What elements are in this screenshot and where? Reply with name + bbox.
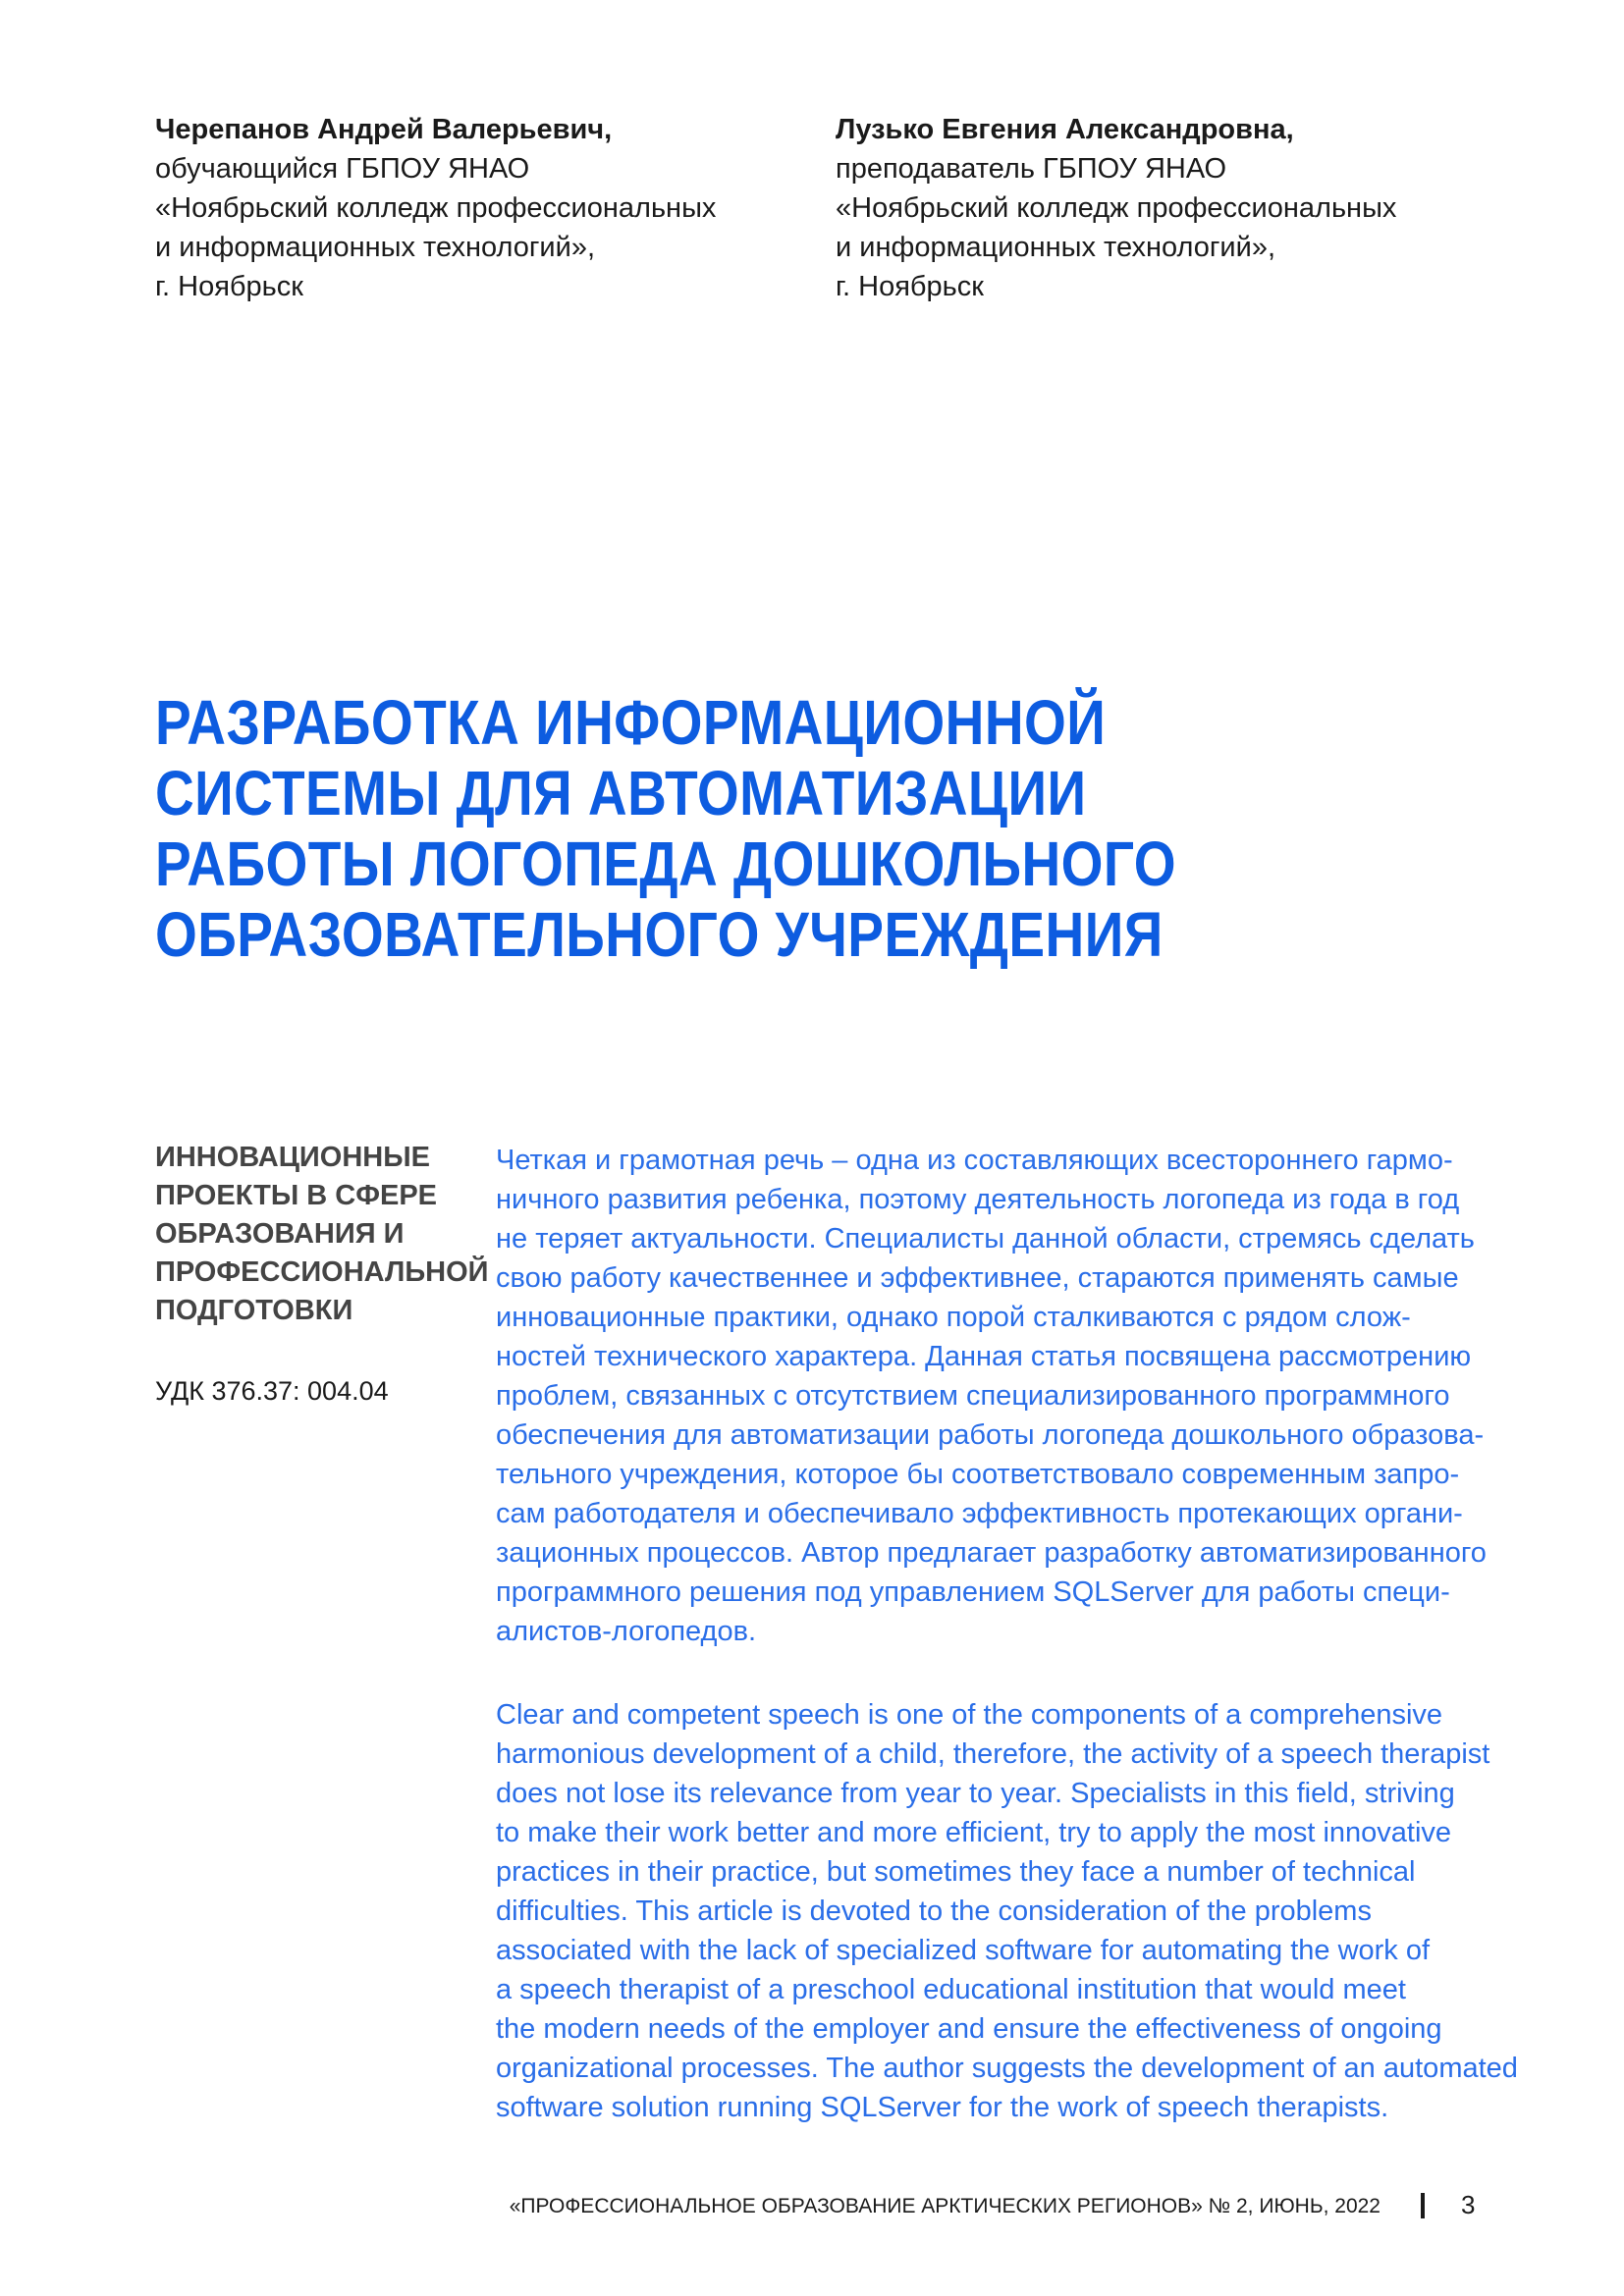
abstract-line: программного решения под управлением SQLServer для работы специ-: [496, 1576, 1450, 1608]
abstract-line: does not lose its relevance from year to year. Specialists in this field, striving: [496, 1778, 1455, 1809]
abstract-line: difficulties. This article is devoted to the consideration of the problems: [496, 1896, 1372, 1927]
rubric-heading: [155, 1139, 489, 1330]
author-city: г. Ноябрьск: [836, 271, 984, 302]
title-line: РАЗРАБОТКА ИНФОРМАЦИОННОЙ: [155, 687, 1107, 758]
author-affiliation-line: и информационных технологий»,: [155, 232, 596, 263]
abstract-line: ничного развития ребенка, поэтому деятельность логопеда из года в год: [496, 1184, 1460, 1215]
journal-name: «ПРОФЕССИОНАЛЬНОЕ ОБРАЗОВАНИЕ АРКТИЧЕСКИХ РЕГИОНОВ» № 2, ИЮНЬ, 2022: [509, 2195, 1380, 2217]
author-affiliation-line: «Ноябрьский колледж профессиональных: [836, 192, 1397, 224]
author-name: Черепанов Андрей Валерьевич,: [155, 114, 613, 145]
abstract-line: the modern needs of the employer and ensure the effectiveness of ongoing: [496, 2013, 1442, 2045]
abstract-line: practices in their practice, but sometimes they face a number of technical: [496, 1856, 1416, 1888]
abstract-line: Четкая и грамотная речь – одна из составляющих всестороннего гармо-: [496, 1145, 1453, 1176]
abstract-line: свою работу качественнее и эффективнее, стараются применять самые: [496, 1262, 1459, 1294]
abstract-line: тельного учреждения, которое бы соответствовало современным запро-: [496, 1459, 1460, 1490]
rubric-line: ИННОВАЦИОННЫЕ: [155, 1142, 430, 1173]
rubric-line: ПОДГОТОВКИ: [155, 1295, 353, 1326]
abstract-line: to make their work better and more efficient, try to apply the most innovative: [496, 1817, 1452, 1848]
author-block-1: [155, 110, 764, 306]
article-title: [155, 687, 1321, 970]
author-affiliation-line: преподаватель ГБПОУ ЯНАО: [836, 153, 1227, 185]
page-footer: [0, 2185, 1624, 2224]
author-name: Лузько Евгения Александровна,: [836, 114, 1294, 145]
abstract-line: сам работодателя и обеспечивало эффективность протекающих органи-: [496, 1498, 1463, 1529]
abstract-line: обеспечения для автоматизации работы логопеда дошкольного образова-: [496, 1419, 1485, 1451]
page-number: 3: [1461, 2190, 1476, 2219]
footer-separator: [1421, 2193, 1425, 2218]
abstract-line: не теряет актуальности. Специалисты данной области, стремясь сделать: [496, 1223, 1475, 1255]
abstract-russian: [496, 1141, 1497, 1651]
abstract-line: harmonious development of a child, therefore, the activity of a speech therapist: [496, 1738, 1490, 1770]
abstract-english: [496, 1695, 1518, 2127]
abstract-line: organizational processes. The author suggests the development of an automated: [496, 2053, 1518, 2084]
abstract-line: зационных процессов. Автор предлагает разработку автоматизированного: [496, 1537, 1487, 1569]
title-line: РАБОТЫ ЛОГОПЕДА ДОШКОЛЬНОГО: [155, 828, 1177, 899]
author-block-2: [836, 110, 1444, 306]
abstract-line: Clear and competent speech is one of the components of a comprehensive: [496, 1699, 1443, 1731]
title-line: ОБРАЗОВАТЕЛЬНОГО УЧРЕЖДЕНИЯ: [155, 899, 1164, 970]
author-affiliation-line: и информационных технологий»,: [836, 232, 1276, 263]
rubric-line: ОБРАЗОВАНИЯ И: [155, 1218, 405, 1250]
author-affiliation-line: «Ноябрьский колледж профессиональных: [155, 192, 717, 224]
abstract-line: ностей технического характера. Данная статья посвящена рассмотрению: [496, 1341, 1472, 1372]
title-line: СИСТЕМЫ ДЛЯ АВТОМАТИЗАЦИИ: [155, 758, 1087, 828]
udk-code: УДК 376.37: 004.04: [155, 1376, 389, 1406]
rubric-line: ПРОЕКТЫ В СФЕРЕ: [155, 1180, 438, 1211]
rubric-line: ПРОФЕССИОНАЛЬНОЙ: [155, 1256, 489, 1288]
abstract-line: алистов-логопедов.: [496, 1616, 757, 1647]
abstract-line: associated with the lack of specialized software for automating the work of: [496, 1935, 1431, 1966]
author-affiliation-line: обучающийся ГБПОУ ЯНАО: [155, 153, 530, 185]
abstract-line: проблем, связанных с отсутствием специализированного программного: [496, 1380, 1450, 1412]
abstract-line: software solution running SQLServer for the work of speech therapists.: [496, 2092, 1389, 2123]
abstract-line: инновационные практики, однако порой сталкиваются с рядом слож-: [496, 1302, 1411, 1333]
author-city: г. Ноябрьск: [155, 271, 303, 302]
side-column: [155, 1139, 489, 1409]
abstract-line: a speech therapist of a preschool educational institution that would meet: [496, 1974, 1406, 2005]
